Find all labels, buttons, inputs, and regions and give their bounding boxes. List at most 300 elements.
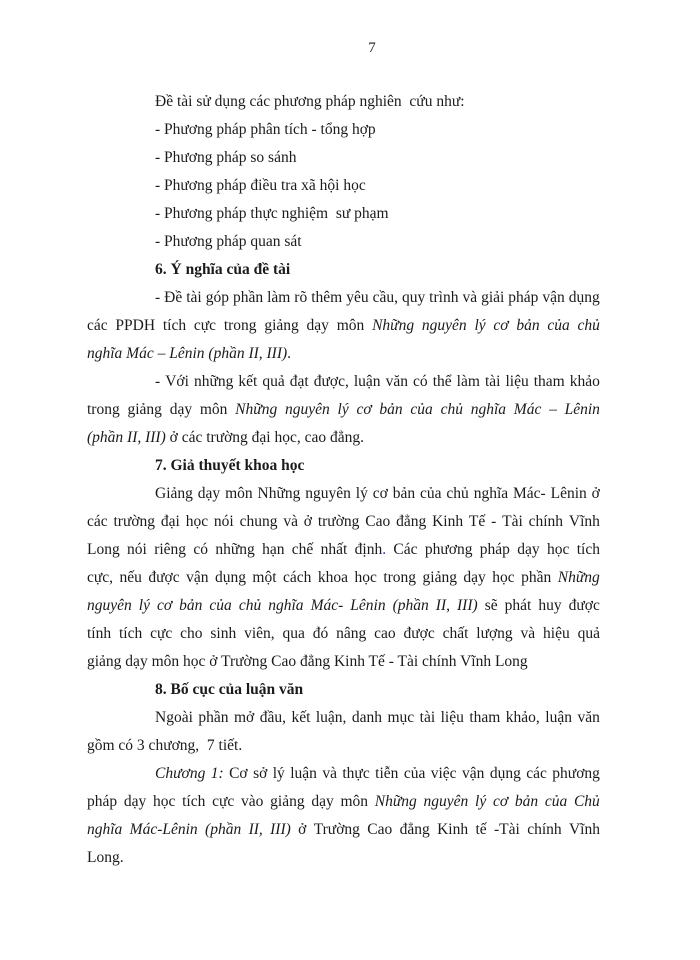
text-segment: Mác- xyxy=(310,597,344,614)
text-line xyxy=(87,200,600,228)
text-segment: dạy xyxy=(517,541,540,558)
text-segment: tích xyxy=(118,625,143,642)
word xyxy=(285,396,330,424)
word xyxy=(462,284,477,312)
word xyxy=(372,312,414,340)
text-segment: Ngoài xyxy=(155,709,193,726)
word xyxy=(393,480,415,508)
text-segment: trong xyxy=(87,401,120,418)
word xyxy=(258,480,301,508)
word xyxy=(508,284,538,312)
text-segment: liệu xyxy=(505,373,529,390)
text-segment: tài xyxy=(186,289,202,306)
word xyxy=(294,284,307,312)
text-segment: danh xyxy=(351,709,383,726)
text-segment: dụng xyxy=(214,569,246,586)
paragraph-0 xyxy=(87,88,600,116)
word xyxy=(386,368,408,396)
text-segment: Các xyxy=(393,541,418,558)
word xyxy=(393,536,417,564)
text-segment: Mác xyxy=(513,401,542,418)
text-segment: tích xyxy=(576,541,600,558)
word xyxy=(262,536,284,564)
word xyxy=(373,284,398,312)
text-segment: dụng xyxy=(568,289,600,306)
text-segment: giảng xyxy=(264,317,299,334)
word xyxy=(155,760,205,788)
paragraph-5 xyxy=(87,228,600,256)
text-line xyxy=(87,256,600,284)
word xyxy=(87,312,108,340)
text-segment: và xyxy=(283,513,298,530)
word xyxy=(433,368,452,396)
word xyxy=(268,592,303,620)
word xyxy=(198,704,228,732)
text-segment: tài xyxy=(419,709,436,726)
word xyxy=(356,480,368,508)
document-body xyxy=(87,88,600,872)
word xyxy=(402,284,425,312)
word xyxy=(155,704,193,732)
text-segment: giải xyxy=(481,289,505,306)
word xyxy=(161,508,180,536)
word xyxy=(538,592,561,620)
word xyxy=(569,508,600,536)
text-segment: nguyên xyxy=(284,401,330,418)
text-segment: được xyxy=(568,597,600,614)
text-segment: cực xyxy=(212,793,235,810)
text-segment: những xyxy=(193,373,234,390)
text-segment: vận xyxy=(186,569,209,586)
word xyxy=(410,396,432,424)
word xyxy=(346,284,368,312)
text-segment: dạy xyxy=(123,793,147,810)
word xyxy=(318,564,348,592)
word xyxy=(316,704,347,732)
word xyxy=(424,788,469,816)
text-segment: lý xyxy=(475,793,487,810)
paragraph-1 xyxy=(87,116,600,144)
word xyxy=(200,396,228,424)
text-segment: tài xyxy=(484,373,501,390)
word xyxy=(186,284,202,312)
word xyxy=(545,704,572,732)
word xyxy=(215,536,254,564)
word xyxy=(311,592,344,620)
text-segment: lý xyxy=(337,401,349,418)
text-segment: Chủ xyxy=(573,793,600,810)
text-segment: đầu, xyxy=(259,709,286,726)
word xyxy=(577,536,600,564)
word xyxy=(304,508,312,536)
text-segment: luận xyxy=(353,373,381,390)
word xyxy=(127,536,147,564)
word xyxy=(474,312,485,340)
text-segment: phần xyxy=(198,709,229,726)
text-segment: khảo, xyxy=(505,709,540,726)
word xyxy=(311,284,342,312)
word xyxy=(432,508,463,536)
text-line xyxy=(87,424,600,452)
word xyxy=(290,760,317,788)
text-segment: Mác- xyxy=(513,485,546,502)
text-segment: Tế xyxy=(468,513,486,530)
text-segment: cơ xyxy=(372,485,388,502)
text-segment: nguyên xyxy=(87,597,132,614)
word xyxy=(182,788,205,816)
text-segment: ở xyxy=(298,821,307,838)
word xyxy=(87,816,122,844)
text-segment: các xyxy=(87,513,108,530)
paragraph-10 xyxy=(87,480,600,676)
word xyxy=(422,312,467,340)
word xyxy=(420,480,442,508)
text-segment: nghĩa xyxy=(268,597,304,614)
word xyxy=(115,312,155,340)
text-segment: tham xyxy=(469,709,501,726)
text-segment: đại xyxy=(160,513,180,530)
text-segment: (phần II, III) xyxy=(87,429,166,446)
word xyxy=(87,508,108,536)
word xyxy=(491,508,496,536)
word xyxy=(379,396,402,424)
word xyxy=(542,284,564,312)
word xyxy=(139,592,150,620)
text-segment: các xyxy=(87,317,108,334)
text-segment: thêm xyxy=(311,289,343,306)
text-segment: Long xyxy=(87,541,120,558)
text-segment: quả xyxy=(262,373,285,390)
word xyxy=(165,368,189,396)
word xyxy=(551,480,587,508)
text-segment: định xyxy=(354,541,383,558)
text-segment: chủ xyxy=(577,317,600,334)
text-segment: - Phương pháp quan sát xyxy=(155,233,302,250)
word xyxy=(413,368,428,396)
word xyxy=(490,760,521,788)
text-segment: Những xyxy=(235,401,278,418)
word xyxy=(262,368,284,396)
word xyxy=(543,620,570,648)
text-line xyxy=(87,116,600,144)
text-segment: đẳng xyxy=(399,821,430,838)
text-segment: bản xyxy=(514,793,539,810)
word xyxy=(198,480,220,508)
text-line xyxy=(87,396,600,424)
text-segment: nguyên xyxy=(423,793,469,810)
text-line xyxy=(87,732,600,760)
text-segment: lý xyxy=(272,765,285,782)
word xyxy=(212,788,234,816)
word xyxy=(283,620,305,648)
text-line xyxy=(87,816,600,844)
text-segment: lý xyxy=(138,597,150,614)
word xyxy=(516,312,539,340)
paragraph-9 xyxy=(87,452,600,480)
word xyxy=(283,508,298,536)
text-segment: cơ xyxy=(492,793,509,810)
text-segment: - xyxy=(155,373,161,390)
text-segment: pháp xyxy=(479,541,510,558)
text-segment: Chương xyxy=(155,765,206,782)
text-segment: được xyxy=(148,569,180,586)
word xyxy=(493,312,508,340)
text-segment: dạy xyxy=(169,401,193,418)
text-segment: liệu xyxy=(440,709,464,726)
text-segment: tích xyxy=(182,793,206,810)
text-segment: mục xyxy=(387,709,415,726)
word xyxy=(150,620,172,648)
word xyxy=(521,620,536,648)
text-segment: góp xyxy=(205,289,229,306)
text-segment: của xyxy=(403,765,426,782)
text-segment: vào xyxy=(241,793,264,810)
text-segment: lý xyxy=(474,317,486,334)
word xyxy=(239,592,261,620)
word xyxy=(437,816,468,844)
word xyxy=(338,396,349,424)
word xyxy=(592,480,600,508)
word xyxy=(375,760,398,788)
word xyxy=(194,312,216,340)
text-segment: rõ xyxy=(294,289,308,306)
text-segment: Giảng xyxy=(155,485,193,502)
text-segment: riêng xyxy=(154,541,187,558)
word xyxy=(291,704,310,732)
text-segment: văn xyxy=(385,373,408,390)
word xyxy=(87,396,120,424)
word xyxy=(569,816,600,844)
paragraph-3 xyxy=(87,172,600,200)
text-segment: nguyên xyxy=(305,485,351,502)
text-segment: huy xyxy=(538,597,562,614)
word xyxy=(492,564,514,592)
text-segment: đẳng xyxy=(396,513,427,530)
text-line xyxy=(87,564,600,592)
text-segment: chính xyxy=(528,513,564,530)
word xyxy=(87,788,117,816)
text-segment: văn xyxy=(577,709,600,726)
text-segment: – xyxy=(549,401,557,418)
word xyxy=(87,620,111,648)
word xyxy=(463,564,485,592)
word xyxy=(193,536,208,564)
text-segment: lượng xyxy=(476,625,513,642)
paragraph-4 xyxy=(87,200,600,228)
word xyxy=(367,816,392,844)
paragraph-12 xyxy=(87,704,600,760)
word xyxy=(569,592,600,620)
text-segment: luận, xyxy=(315,709,347,726)
text-segment: môn xyxy=(225,485,253,502)
word xyxy=(485,592,498,620)
text-line xyxy=(87,760,600,788)
text-segment: cơ xyxy=(493,317,509,334)
text-segment: cơ xyxy=(356,401,372,418)
text-segment: Đề xyxy=(164,289,183,306)
text-segment: của xyxy=(209,597,232,614)
word xyxy=(462,760,484,788)
text-segment: và xyxy=(462,289,478,306)
word xyxy=(87,564,113,592)
text-segment: tham xyxy=(533,373,565,390)
word xyxy=(260,704,286,732)
word xyxy=(569,284,600,312)
text-segment: nguyên xyxy=(421,317,467,334)
text-line xyxy=(87,508,600,536)
text-segment: nghĩa xyxy=(473,485,509,502)
text-segment: phần xyxy=(232,289,264,306)
word xyxy=(558,564,600,592)
text-segment: - Phương pháp so sánh xyxy=(155,149,297,166)
text-line xyxy=(87,704,600,732)
text-segment: phương xyxy=(424,541,473,558)
text-segment: - xyxy=(491,513,497,530)
text-segment: một xyxy=(252,569,277,586)
word xyxy=(214,508,234,536)
word xyxy=(240,508,278,536)
text-segment: Trường xyxy=(313,821,360,838)
word xyxy=(494,816,520,844)
word xyxy=(493,788,508,816)
word xyxy=(420,704,436,732)
word xyxy=(578,620,600,648)
paragraph-8 xyxy=(87,368,600,452)
text-segment: sở xyxy=(253,765,268,782)
word xyxy=(120,564,142,592)
word xyxy=(244,620,275,648)
word xyxy=(457,592,478,620)
text-line xyxy=(87,228,600,256)
paragraph-7 xyxy=(87,284,600,368)
text-segment: luận xyxy=(545,709,572,726)
word xyxy=(534,368,565,396)
text-line xyxy=(87,788,600,816)
word xyxy=(253,760,267,788)
word xyxy=(469,508,485,536)
word xyxy=(480,536,510,564)
word xyxy=(157,592,172,620)
text-segment: Cao xyxy=(367,821,393,838)
word xyxy=(235,396,277,424)
text-segment: Những xyxy=(372,317,415,334)
word xyxy=(164,284,182,312)
word xyxy=(155,480,193,508)
text-segment: . xyxy=(287,345,292,362)
text-segment: trong xyxy=(383,569,417,586)
word xyxy=(570,368,600,396)
text-segment: yêu xyxy=(346,289,369,306)
text-segment: III) xyxy=(270,821,291,838)
word xyxy=(441,396,463,424)
word xyxy=(210,620,236,648)
text-segment: cách xyxy=(283,569,312,586)
word xyxy=(505,368,528,396)
text-segment: trong xyxy=(223,317,257,334)
text-segment: PPDH xyxy=(115,317,156,334)
text-segment: tích xyxy=(162,317,187,334)
text-segment: khảo xyxy=(569,373,600,390)
text-segment: - Phương pháp điều tra xã hội học xyxy=(155,177,366,194)
text-segment: Lênin xyxy=(350,597,386,614)
word xyxy=(355,536,386,564)
word xyxy=(155,284,160,312)
text-segment: việc xyxy=(430,765,457,782)
word xyxy=(350,592,385,620)
text-segment: Đề tài sử dụng các phương pháp nghiên cứu như: xyxy=(155,93,465,110)
text-segment: gồm có 3 chương, 7 tiết. xyxy=(87,737,243,754)
word xyxy=(180,620,202,648)
word xyxy=(264,312,298,340)
word xyxy=(469,704,500,732)
text-segment: III) xyxy=(457,597,478,614)
word xyxy=(194,368,233,396)
text-segment: các xyxy=(526,765,547,782)
text-segment: bản xyxy=(179,597,203,614)
word xyxy=(373,480,388,508)
word xyxy=(352,704,382,732)
text-segment: và xyxy=(322,765,337,782)
word xyxy=(155,368,160,396)
text-segment: đó xyxy=(312,625,329,642)
word xyxy=(354,368,381,396)
text-segment: nhất xyxy=(320,541,348,558)
word xyxy=(526,760,547,788)
word xyxy=(224,312,257,340)
text-segment: môn xyxy=(199,401,228,418)
text-line xyxy=(87,480,600,508)
word xyxy=(429,284,458,312)
word xyxy=(485,368,501,396)
word xyxy=(186,564,208,592)
text-segment: làm xyxy=(267,289,291,306)
word xyxy=(547,312,569,340)
word xyxy=(215,564,246,592)
text-segment: phát xyxy=(504,597,532,614)
text-segment: làm xyxy=(456,373,480,390)
text-segment: cực xyxy=(193,317,217,334)
word xyxy=(314,368,349,396)
word xyxy=(127,396,161,424)
word xyxy=(552,760,600,788)
text-segment: Vĩnh xyxy=(568,513,600,530)
word xyxy=(273,760,285,788)
text-segment: giảng xyxy=(127,401,162,418)
text-segment: quả xyxy=(577,625,600,642)
word xyxy=(400,816,430,844)
word xyxy=(292,536,314,564)
word xyxy=(87,592,132,620)
text-segment: chất xyxy=(442,625,469,642)
text-line xyxy=(87,368,600,396)
text-segment: pháp xyxy=(508,289,539,306)
text-segment: II, xyxy=(248,821,263,838)
word xyxy=(475,788,486,816)
text-segment: học xyxy=(153,793,176,810)
text-segment: trình xyxy=(429,289,459,306)
text-segment: 6. Ý nghĩa của đề tài xyxy=(155,261,291,278)
text-segment: cao xyxy=(374,625,396,642)
text-segment: viên, xyxy=(244,625,275,642)
text-segment: học xyxy=(546,541,570,558)
text-segment: pháp xyxy=(87,793,118,810)
text-segment: Kinh xyxy=(437,821,469,838)
text-segment: học xyxy=(492,569,515,586)
word xyxy=(476,620,512,648)
text-segment: Cơ xyxy=(229,765,248,782)
text-segment: hạn xyxy=(262,541,285,558)
word xyxy=(527,816,561,844)
